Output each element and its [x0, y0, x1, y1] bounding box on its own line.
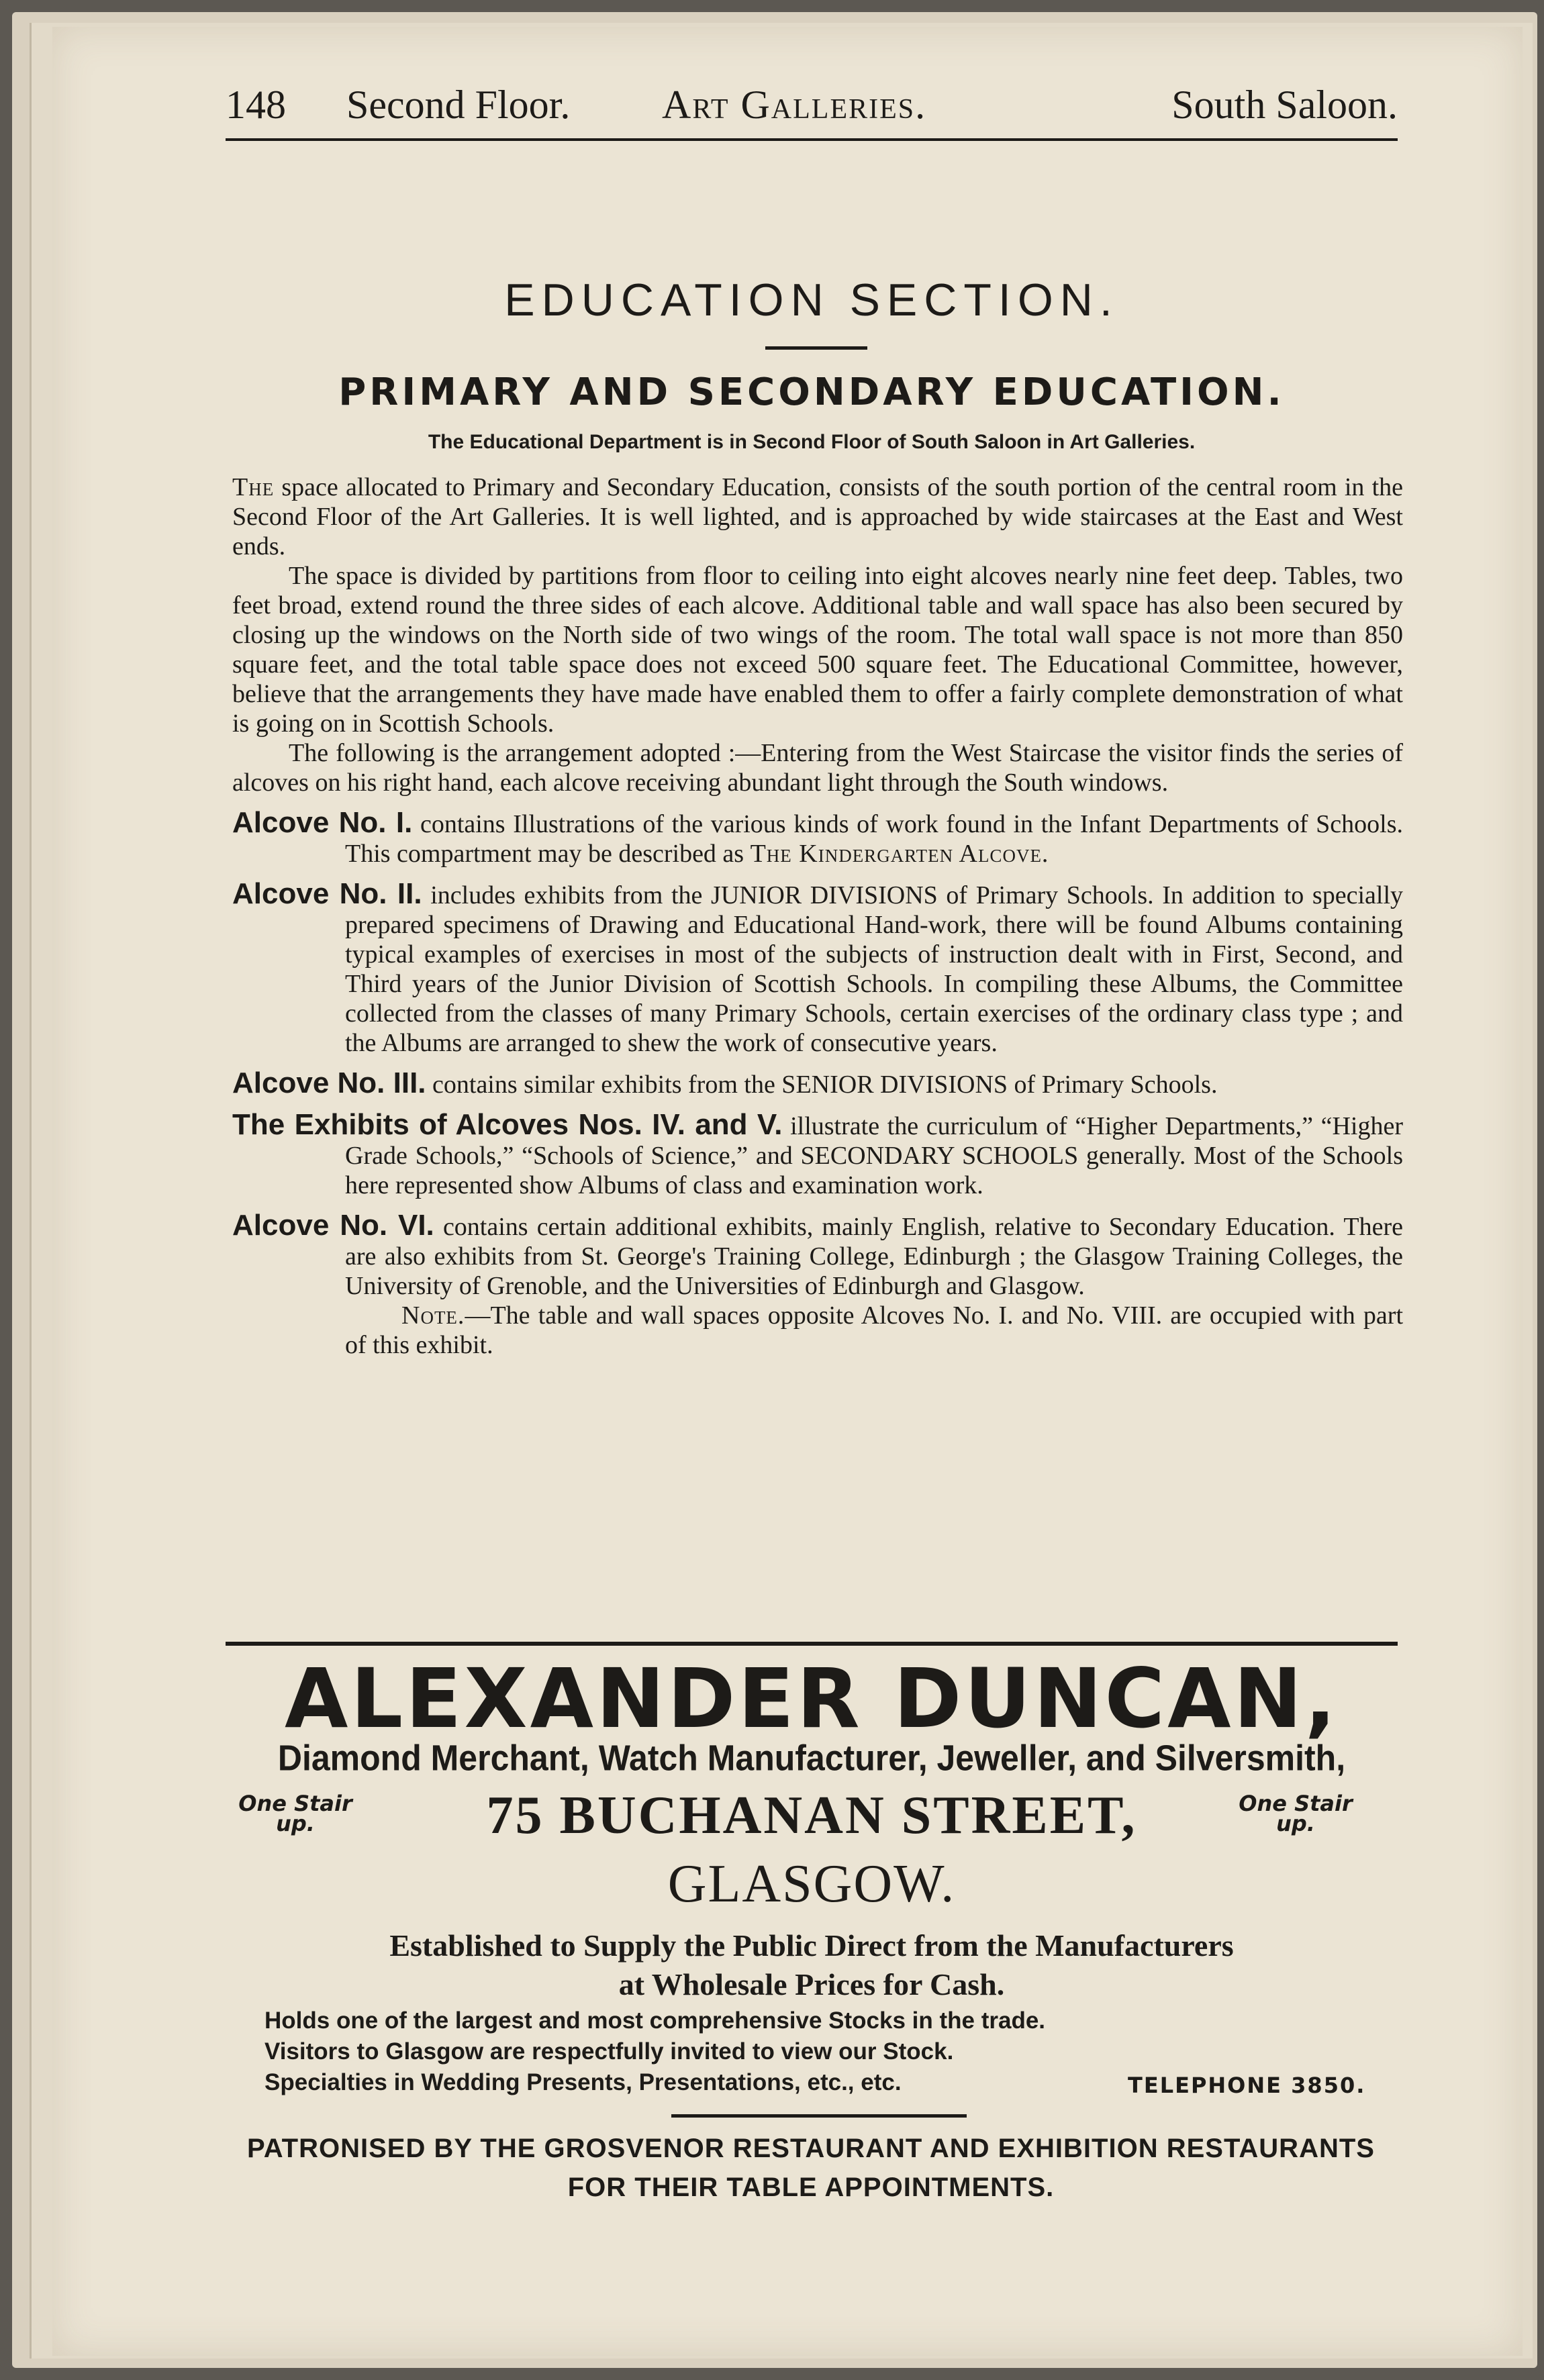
paragraph-3: The following is the arrangement adopted :—Entering from the West Staircase the visitor finds the series of alcoves on his right hand, each alcove receiving abundant light through the South windows. [232, 739, 1403, 797]
header-saloon: South Saloon. [1171, 83, 1398, 127]
advert-patronage [215, 2129, 1407, 2207]
alcove-label: Alcove No. II. [232, 877, 422, 910]
alcove-entry [232, 1069, 1403, 1099]
title-divider [765, 346, 867, 350]
header-floor: Second Floor. [346, 83, 571, 127]
running-header [226, 74, 1398, 141]
alcove-text: contains similar exhibits from the SENIOR DIVISIONS of Primary Schools. [426, 1071, 1218, 1099]
paragraph-2: The space is divided by partitions from floor to ceiling into eight alcoves nearly nine feet deep. Tables, two feet broad, extend round the three sides of each alcove. Additional table and wall space has also been secured by closing up the windows on the North side of two wings of the room. The total wall space is not more than 850 square feet, and the total table space does not exceed 500 square feet. The Educational Committee, however, believe that the arrangements they have made have enabled them to offer a fairly complete demonstration of what is going on in Scottish Schools. [232, 562, 1403, 738]
alcove-name: The Kindergarten Alcove. [750, 840, 1049, 868]
advert-trade: Diamond Merchant, Watch Manufacturer, Jeweller, and Silversmith, [277, 1737, 1346, 1779]
details-line: Visitors to Glasgow are respectfully invited to view our Stock. [264, 2038, 954, 2065]
advert-merchant-name: ALEXANDER DUNCAN, [285, 1651, 1339, 1746]
alcove-text: contains certain additional exhibits, mainly English, relative to Secondary Education. There are also exhibits from St. George's Training College, Edinburgh ; the Glasgow Training Colleges, the University of Grenoble, and the Universities of Edinburgh and Glasgow. [345, 1213, 1403, 1300]
established-line: Established to Supply the Public Direct from the Manufacturers [389, 1928, 1234, 1963]
stair-line: One Stair [1239, 1791, 1353, 1816]
patronage-line: FOR THEIR TABLE APPOINTMENTS. [567, 2173, 1055, 2202]
header-rule [226, 138, 1398, 141]
details-line: Specialties in Wedding Presents, Presentations, etc., etc. [264, 2069, 902, 2095]
alcove-label: Alcove No. I. [232, 806, 413, 839]
page-number: 148 [226, 83, 286, 127]
paragraph-lead: The [232, 473, 275, 501]
section-title: EDUCATION SECTION. [504, 275, 1119, 326]
alcove-label: Alcove No. VI. [232, 1209, 434, 1242]
section-subtitle: PRIMARY AND SECONDARY EDUCATION. [338, 370, 1285, 414]
advert-telephone: TELEPHONE 3850. [1128, 2073, 1366, 2098]
section-body [232, 473, 1403, 1360]
note-lead: Note. [401, 1301, 465, 1330]
department-note: The Educational Department is in Second Floor of South Saloon in Art Galleries. [428, 431, 1196, 453]
paragraph-1 [232, 473, 1403, 561]
advert-street: 75 BUCHANAN STREET, [486, 1786, 1137, 1845]
alcove-text: contains Illustrations of the various kinds of work found in the Infant Departments of Schools. This compartment may be described as [345, 810, 1403, 868]
stair-line: up. [1276, 1811, 1315, 1836]
alcove-text: illustrate the curriculum of “Higher Departments,” “Higher Grade Schools,” “Schools of Science,” and SECONDARY SCHOOLS generally. Most of the Schools here represented show Albums of class and examination work. [345, 1112, 1403, 1199]
alcove-entry [232, 808, 1403, 869]
paragraph-1-text: space allocated to Primary and Secondary Education, consists of the south portion of the central room in the Second Floor of the Art Galleries. It is well lighted, and is approached by wide staircases at the East and West ends. [232, 473, 1403, 560]
alcove-entry [232, 1110, 1403, 1200]
stair-line: up. [276, 1811, 315, 1836]
stair-line: One Stair [238, 1791, 352, 1816]
advert-stair-right [1208, 1793, 1383, 1834]
alcove-entry [232, 879, 1403, 1058]
note-text: —The table and wall spaces opposite Alcoves No. I. and No. VIII. are occupied with part of this exhibit. [345, 1301, 1403, 1359]
advert-city: GLASGOW. [667, 1854, 956, 1914]
alcove-label: The Exhibits of Alcoves Nos. IV. and V. [232, 1108, 783, 1141]
established-line: at Wholesale Prices for Cash. [618, 1967, 1005, 2001]
alcove-label: Alcove No. III. [232, 1067, 426, 1099]
patronage-line: PATRONISED BY THE GROSVENOR RESTAURANT AND EXHIBITION RESTAURANTS [247, 2134, 1375, 2163]
note-paragraph [232, 1301, 1403, 1360]
header-galleries: Art Galleries. [662, 83, 927, 127]
advert-established [226, 1926, 1398, 2004]
alcove-text: includes exhibits from the JUNIOR DIVISIONS of Primary Schools. In addition to specially prepared specimens of Drawing and Educational Hand-work, there will be found Albums containing typical examples of exercises in most of the subjects of instruction dealt with in First, Second, and Third years of the Junior Division of Scottish Schools. In compiling these Albums, the Committee collected from the classes of many Primary Schools, certain exercises of the ordinary class type ; and the Albums are arranged to shew the work of consecutive years. [345, 881, 1403, 1057]
advert-top-rule [226, 1642, 1398, 1646]
alcove-entry [232, 1211, 1403, 1301]
details-line: Holds one of the largest and most comprehensive Stocks in the trade. [264, 2007, 1046, 2034]
advert-divider [671, 2114, 967, 2118]
